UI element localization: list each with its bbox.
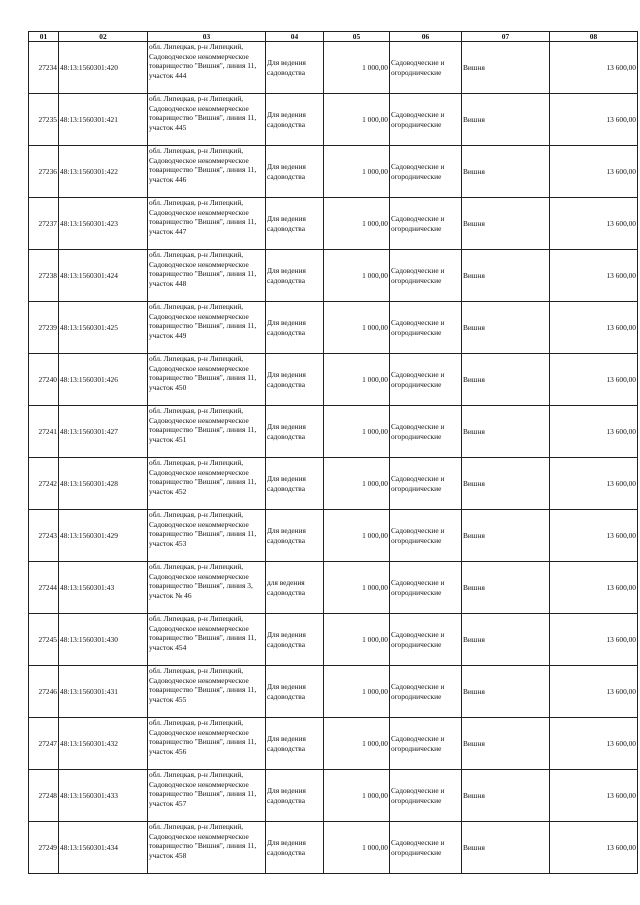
cell-area: 1 000,00	[324, 406, 390, 458]
cell-land-category: Садоводческие и огороднические	[390, 770, 462, 822]
cell-cadastral-number: 48:13:1560301:429	[59, 510, 148, 562]
cell-area: 1 000,00	[324, 42, 390, 94]
cell-address	[148, 510, 266, 562]
header-col-03: 03	[148, 32, 266, 42]
cell-cadastral-number: 48:13:1560301:434	[59, 822, 148, 874]
table-row	[29, 406, 638, 458]
table-row	[29, 42, 638, 94]
cell-cadastral-value: 13 600,00	[550, 198, 638, 250]
cell-settlement: Вишня	[462, 250, 550, 302]
cell-address	[148, 718, 266, 770]
cell-settlement: Вишня	[462, 354, 550, 406]
cell-record-number: 27243	[29, 510, 59, 562]
cell-settlement: Вишня	[462, 666, 550, 718]
address-text: обл. Липецкая, р-н Липецкий, Садоводческое некоммерческое товарищество "Вишня", линия 11, участок 450	[149, 354, 257, 392]
cell-record-number: 27244	[29, 562, 59, 614]
cell-address	[148, 406, 266, 458]
table-row	[29, 250, 638, 302]
cell-land-category: Садоводческие и огороднические	[390, 354, 462, 406]
cell-permitted-use: Для ведения садоводства	[266, 250, 324, 302]
cell-address	[148, 458, 266, 510]
cell-permitted-use: Для ведения садоводства	[266, 718, 324, 770]
cell-cadastral-value: 13 600,00	[550, 562, 638, 614]
cell-cadastral-number: 48:13:1560301:423	[59, 198, 148, 250]
cell-land-category: Садоводческие и огороднические	[390, 198, 462, 250]
cell-cadastral-number: 48:13:1560301:428	[59, 458, 148, 510]
header-col-01: 01	[29, 32, 59, 42]
cell-cadastral-number: 48:13:1560301:430	[59, 614, 148, 666]
address-text: обл. Липецкая, р-н Липецкий, Садоводческое некоммерческое товарищество "Вишня", линия 11, участок 444	[149, 42, 257, 80]
cell-area: 1 000,00	[324, 458, 390, 510]
cell-area: 1 000,00	[324, 510, 390, 562]
cell-cadastral-number: 48:13:1560301:43	[59, 562, 148, 614]
cell-settlement: Вишня	[462, 406, 550, 458]
address-text: обл. Липецкая, р-н Липецкий, Садоводческое некоммерческое товарищество "Вишня", линия 11, участок 453	[149, 510, 257, 548]
cell-record-number: 27240	[29, 354, 59, 406]
cell-area: 1 000,00	[324, 354, 390, 406]
cell-cadastral-number: 48:13:1560301:422	[59, 146, 148, 198]
cell-area: 1 000,00	[324, 94, 390, 146]
cell-cadastral-value: 13 600,00	[550, 94, 638, 146]
cell-area: 1 000,00	[324, 198, 390, 250]
cell-area: 1 000,00	[324, 302, 390, 354]
cell-record-number: 27235	[29, 94, 59, 146]
cell-cadastral-value: 13 600,00	[550, 406, 638, 458]
cell-address	[148, 666, 266, 718]
table-row	[29, 458, 638, 510]
cell-settlement: Вишня	[462, 302, 550, 354]
cell-record-number: 27249	[29, 822, 59, 874]
cell-permitted-use: Для ведения садоводства	[266, 614, 324, 666]
header-col-04: 04	[266, 32, 324, 42]
address-text: обл. Липецкая, р-н Липецкий, Садоводческое некоммерческое товарищество "Вишня", линия 11, участок 454	[149, 614, 257, 652]
cell-land-category: Садоводческие и огороднические	[390, 666, 462, 718]
header-col-08: 08	[550, 32, 638, 42]
cell-address	[148, 250, 266, 302]
cell-permitted-use: Для ведения садоводства	[266, 42, 324, 94]
cell-address	[148, 354, 266, 406]
cell-cadastral-value: 13 600,00	[550, 250, 638, 302]
address-text: обл. Липецкая, р-н Липецкий, Садоводческое некоммерческое товарищество "Вишня", линия 11, участок 452	[149, 458, 257, 496]
cell-record-number: 27238	[29, 250, 59, 302]
address-text: обл. Липецкая, р-н Липецкий, Садоводческое некоммерческое товарищество "Вишня", линия 11, участок 445	[149, 94, 257, 132]
address-text: обл. Липецкая, р-н Липецкий, Садоводческое некоммерческое товарищество "Вишня", линия 11, участок 451	[149, 406, 257, 444]
cell-address	[148, 42, 266, 94]
cell-address	[148, 302, 266, 354]
cell-settlement: Вишня	[462, 770, 550, 822]
cell-permitted-use: Для ведения садоводства	[266, 458, 324, 510]
address-text: обл. Липецкая, р-н Липецкий, Садоводческое некоммерческое товарищество "Вишня", линия 11, участок 446	[149, 146, 257, 184]
cell-address	[148, 614, 266, 666]
cell-cadastral-value: 13 600,00	[550, 146, 638, 198]
cell-address	[148, 198, 266, 250]
cell-record-number: 27234	[29, 42, 59, 94]
address-text: обл. Липецкая, р-н Липецкий, Садоводческое некоммерческое товарищество "Вишня", линия 11, участок 457	[149, 770, 257, 808]
cell-record-number: 27246	[29, 666, 59, 718]
cell-record-number: 27248	[29, 770, 59, 822]
cell-cadastral-number: 48:13:1560301:425	[59, 302, 148, 354]
table-row	[29, 510, 638, 562]
cell-cadastral-value: 13 600,00	[550, 614, 638, 666]
cell-cadastral-value: 13 600,00	[550, 718, 638, 770]
cell-permitted-use: Для ведения садоводства	[266, 198, 324, 250]
cell-permitted-use: Для ведения садоводства	[266, 146, 324, 198]
cell-cadastral-number: 48:13:1560301:432	[59, 718, 148, 770]
address-text: обл. Липецкая, р-н Липецкий, Садоводческое некоммерческое товарищество "Вишня", линия 11, участок 458	[149, 822, 257, 860]
cell-land-category: Садоводческие и огороднические	[390, 562, 462, 614]
cell-permitted-use: Для ведения садоводства	[266, 406, 324, 458]
address-text: обл. Липецкая, р-н Липецкий, Садоводческое некоммерческое товарищество "Вишня", линия 11, участок 447	[149, 198, 257, 236]
cell-cadastral-value: 13 600,00	[550, 770, 638, 822]
cell-area: 1 000,00	[324, 822, 390, 874]
header-col-06: 06	[390, 32, 462, 42]
address-text: обл. Липецкая, р-н Липецкий, Садоводческое некоммерческое товарищество "Вишня", линия 11, участок 449	[149, 302, 257, 340]
cell-address	[148, 562, 266, 614]
table-row	[29, 302, 638, 354]
cell-area: 1 000,00	[324, 562, 390, 614]
cell-cadastral-value: 13 600,00	[550, 666, 638, 718]
address-text: обл. Липецкая, р-н Липецкий, Садоводческое некоммерческое товарищество "Вишня", линия 11, участок 455	[149, 666, 257, 704]
cell-area: 1 000,00	[324, 718, 390, 770]
header-col-07: 07	[462, 32, 550, 42]
cell-settlement: Вишня	[462, 94, 550, 146]
cell-permitted-use: Для ведения садоводства	[266, 510, 324, 562]
address-text: обл. Липецкая, р-н Липецкий, Садоводческое некоммерческое товарищество "Вишня", линия 3, участок № 46	[149, 562, 253, 600]
cell-land-category: Садоводческие и огороднические	[390, 302, 462, 354]
cell-permitted-use: Для ведения садоводства	[266, 94, 324, 146]
cell-cadastral-value: 13 600,00	[550, 302, 638, 354]
cell-settlement: Вишня	[462, 822, 550, 874]
cell-settlement: Вишня	[462, 510, 550, 562]
table-body	[29, 42, 638, 874]
table-row	[29, 562, 638, 614]
cell-settlement: Вишня	[462, 718, 550, 770]
cell-address	[148, 146, 266, 198]
cell-area: 1 000,00	[324, 250, 390, 302]
cell-permitted-use: Для ведения садоводства	[266, 770, 324, 822]
header-col-02: 02	[59, 32, 148, 42]
cell-land-category: Садоводческие и огороднические	[390, 458, 462, 510]
cell-settlement: Вишня	[462, 198, 550, 250]
cell-area: 1 000,00	[324, 614, 390, 666]
table-row	[29, 94, 638, 146]
cell-address	[148, 822, 266, 874]
cell-record-number: 27242	[29, 458, 59, 510]
cell-settlement: Вишня	[462, 614, 550, 666]
table-row	[29, 718, 638, 770]
cell-permitted-use: Для ведения садоводства	[266, 822, 324, 874]
document-page	[28, 31, 638, 874]
table-row	[29, 198, 638, 250]
cell-record-number: 27241	[29, 406, 59, 458]
header-row	[29, 32, 638, 42]
cell-cadastral-number: 48:13:1560301:433	[59, 770, 148, 822]
cell-land-category: Садоводческие и огороднические	[390, 718, 462, 770]
cell-cadastral-number: 48:13:1560301:420	[59, 42, 148, 94]
cell-record-number: 27236	[29, 146, 59, 198]
cell-land-category: Садоводческие и огороднические	[390, 146, 462, 198]
cell-area: 1 000,00	[324, 146, 390, 198]
cell-cadastral-value: 13 600,00	[550, 42, 638, 94]
cell-cadastral-number: 48:13:1560301:424	[59, 250, 148, 302]
cell-land-category: Садоводческие и огороднические	[390, 822, 462, 874]
cell-land-category: Садоводческие и огороднические	[390, 510, 462, 562]
cell-address	[148, 770, 266, 822]
cell-land-category: Садоводческие и огороднические	[390, 406, 462, 458]
cell-settlement: Вишня	[462, 42, 550, 94]
cell-cadastral-value: 13 600,00	[550, 354, 638, 406]
address-text: обл. Липецкая, р-н Липецкий, Садоводческое некоммерческое товарищество "Вишня", линия 11, участок 456	[149, 718, 257, 756]
cell-land-category: Садоводческие и огороднические	[390, 94, 462, 146]
cell-settlement: Вишня	[462, 562, 550, 614]
cell-record-number: 27247	[29, 718, 59, 770]
cell-area: 1 000,00	[324, 666, 390, 718]
table-row	[29, 666, 638, 718]
cell-permitted-use: Для ведения садоводства	[266, 354, 324, 406]
cell-permitted-use: для ведения садоводства	[266, 562, 324, 614]
cell-cadastral-number: 48:13:1560301:427	[59, 406, 148, 458]
cell-permitted-use: Для ведения садоводства	[266, 666, 324, 718]
cell-cadastral-value: 13 600,00	[550, 458, 638, 510]
cell-land-category: Садоводческие и огороднические	[390, 614, 462, 666]
cell-record-number: 27237	[29, 198, 59, 250]
table-row	[29, 770, 638, 822]
table-row	[29, 146, 638, 198]
land-registry-table	[28, 31, 638, 874]
cell-land-category: Садоводческие и огороднические	[390, 42, 462, 94]
table-row	[29, 614, 638, 666]
cell-cadastral-number: 48:13:1560301:426	[59, 354, 148, 406]
cell-cadastral-number: 48:13:1560301:431	[59, 666, 148, 718]
cell-permitted-use: Для ведения садоводства	[266, 302, 324, 354]
cell-cadastral-value: 13 600,00	[550, 510, 638, 562]
cell-settlement: Вишня	[462, 458, 550, 510]
cell-cadastral-number: 48:13:1560301:421	[59, 94, 148, 146]
cell-address	[148, 94, 266, 146]
cell-land-category: Садоводческие и огороднические	[390, 250, 462, 302]
table-row	[29, 354, 638, 406]
cell-cadastral-value: 13 600,00	[550, 822, 638, 874]
cell-area: 1 000,00	[324, 770, 390, 822]
cell-settlement: Вишня	[462, 146, 550, 198]
cell-record-number: 27245	[29, 614, 59, 666]
table-row	[29, 822, 638, 874]
address-text: обл. Липецкая, р-н Липецкий, Садоводческое некоммерческое товарищество "Вишня", линия 11, участок 448	[149, 250, 257, 288]
cell-record-number: 27239	[29, 302, 59, 354]
header-col-05: 05	[324, 32, 390, 42]
